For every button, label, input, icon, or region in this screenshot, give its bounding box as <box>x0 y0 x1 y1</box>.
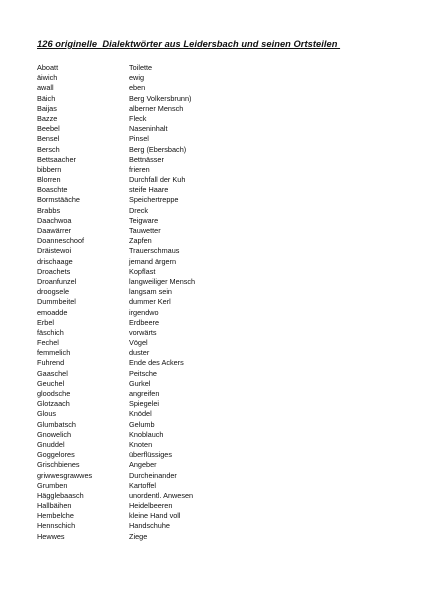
glossary-row <box>37 409 397 419</box>
standard-german-meaning: Pinsel <box>129 134 149 144</box>
dialect-term: äiwich <box>37 73 58 83</box>
dialect-term: Glotzaach <box>37 399 70 409</box>
standard-german-meaning: Durcheinander <box>129 470 177 480</box>
dialect-term: Bettsaacher <box>37 154 76 164</box>
standard-german-meaning: eben <box>129 83 146 93</box>
dialect-term: awall <box>37 83 54 93</box>
standard-german-meaning: frieren <box>129 164 150 174</box>
glossary-row <box>37 236 397 246</box>
glossary-row <box>37 460 397 470</box>
dialect-term: Glous <box>37 409 57 419</box>
dialect-term: Dummbeitel <box>37 297 76 307</box>
glossary-row <box>37 328 397 338</box>
glossary-row <box>37 379 397 389</box>
glossary-row <box>37 369 397 379</box>
standard-german-meaning: Bettnässer <box>129 154 164 164</box>
dialect-term: Hewwes <box>37 531 65 541</box>
glossary-row <box>37 134 397 144</box>
glossary-row <box>37 308 397 318</box>
dialect-term: Grischbienes <box>37 460 80 470</box>
standard-german-meaning: Angeber <box>129 460 157 470</box>
standard-german-meaning: Toilette <box>129 63 153 72</box>
dialect-term: Bazze <box>37 113 58 123</box>
dialect-term: Blorren <box>37 175 61 185</box>
standard-german-meaning: dummer Kerl <box>129 297 171 307</box>
standard-german-meaning: unordentl. Anwesen <box>129 490 194 500</box>
standard-german-meaning: Ziege <box>129 531 148 541</box>
glossary-row <box>37 216 397 226</box>
dialect-term: Gnuddel <box>37 439 65 449</box>
standard-german-meaning: Dreck <box>129 205 149 215</box>
dialect-term: Gnowelich <box>37 429 72 439</box>
standard-german-meaning: irgendwo <box>129 307 159 317</box>
standard-german-meaning: Trauerschmaus <box>129 246 180 256</box>
glossary-row <box>37 450 397 460</box>
glossary-row <box>37 185 397 195</box>
standard-german-meaning: duster <box>129 348 150 358</box>
standard-german-meaning: Fleck <box>129 113 147 123</box>
glossary-row <box>37 277 397 287</box>
glossary-row <box>37 420 397 430</box>
standard-german-meaning: Naseninhalt <box>129 124 168 134</box>
standard-german-meaning: angreifen <box>129 389 160 398</box>
dialect-term: Glumbatsch <box>37 419 76 429</box>
glossary-row <box>37 94 397 104</box>
dialect-term: fäschich <box>37 327 64 337</box>
glossary-row <box>37 257 397 267</box>
glossary-row <box>37 226 397 236</box>
standard-german-meaning: Kopflast <box>129 266 156 276</box>
dialect-term: Bormstääche <box>37 195 80 205</box>
glossary-row <box>37 297 397 307</box>
dialect-term: Fechel <box>37 338 59 348</box>
standard-german-meaning: Speichertreppe <box>129 195 179 205</box>
standard-german-meaning: Knoten <box>129 439 153 449</box>
standard-german-meaning: Kartoffel <box>129 480 157 490</box>
glossary-row <box>37 287 397 297</box>
dialect-term: Hallbäihen <box>37 501 72 511</box>
standard-german-meaning: steife Haare <box>129 185 169 195</box>
dialect-word-list <box>37 63 397 542</box>
glossary-row <box>37 246 397 256</box>
glossary-row <box>37 73 397 83</box>
standard-german-meaning: Berg Volkersbrunn) <box>129 93 192 103</box>
standard-german-meaning: Knoblauch <box>129 429 164 439</box>
glossary-row <box>37 206 397 216</box>
dialect-term: Bäich <box>37 93 56 103</box>
glossary-row <box>37 399 397 409</box>
standard-german-meaning: Ende des Ackers <box>129 358 184 368</box>
standard-german-meaning: ewig <box>129 73 145 83</box>
dialect-term: Baijas <box>37 103 57 113</box>
dialect-term: Beebel <box>37 124 60 134</box>
glossary-row <box>37 114 397 124</box>
standard-german-meaning: Zapfen <box>129 236 152 246</box>
standard-german-meaning: Gurkel <box>129 378 151 388</box>
glossary-row <box>37 83 397 93</box>
glossary-row <box>37 471 397 481</box>
standard-german-meaning: Heidelbeeren <box>129 501 173 511</box>
dialect-term: femmelich <box>37 348 71 358</box>
standard-german-meaning: Tauwetter <box>129 226 161 235</box>
glossary-row <box>37 358 397 368</box>
glossary-row <box>37 501 397 511</box>
dialect-term: Dräistewoi <box>37 246 72 256</box>
glossary-row <box>37 440 397 450</box>
glossary-row <box>37 521 397 531</box>
glossary-row <box>37 175 397 185</box>
dialect-term: Geuchel <box>37 378 65 388</box>
standard-german-meaning: Vögel <box>129 338 148 348</box>
standard-german-meaning: langsam sein <box>129 287 172 297</box>
dialect-term: emoadde <box>37 307 68 317</box>
glossary-row <box>37 318 397 328</box>
glossary-row <box>37 124 397 134</box>
glossary-row <box>37 145 397 155</box>
glossary-row <box>37 348 397 358</box>
standard-german-meaning: Knödel <box>129 409 152 419</box>
glossary-row <box>37 430 397 440</box>
dialect-term: Daawärrer <box>37 226 72 235</box>
dialect-term: gloodsche <box>37 389 71 398</box>
dialect-term: bibbern <box>37 164 62 174</box>
glossary-row <box>37 511 397 521</box>
glossary-row <box>37 195 397 205</box>
glossary-row <box>37 338 397 348</box>
dialect-term: Gaaschel <box>37 368 68 378</box>
standard-german-meaning: langweiliger Mensch <box>129 276 196 286</box>
dialect-term: Erbel <box>37 317 55 327</box>
glossary-row <box>37 481 397 491</box>
standard-german-meaning: jemand ärgern <box>129 256 177 266</box>
standard-german-meaning: Durchfall der Kuh <box>129 175 186 185</box>
dialect-term: Bersch <box>37 144 60 154</box>
standard-german-meaning: Teigware <box>129 215 159 225</box>
glossary-row <box>37 104 397 114</box>
dialect-term: Hennschich <box>37 521 76 531</box>
glossary-row <box>37 155 397 165</box>
glossary-row <box>37 63 397 73</box>
standard-german-meaning: kleine Hand voll <box>129 511 181 521</box>
dialect-term: Daachwoa <box>37 215 72 225</box>
dialect-term: droogsele <box>37 287 70 297</box>
dialect-term: drischaage <box>37 256 73 266</box>
dialect-term: Droachets <box>37 266 71 276</box>
standard-german-meaning: Handschuhe <box>129 521 170 531</box>
standard-german-meaning: Gelumb <box>129 419 155 429</box>
standard-german-meaning: alberner Mensch <box>129 103 184 113</box>
glossary-row <box>37 491 397 501</box>
dialect-term: Hembelche <box>37 511 74 521</box>
standard-german-meaning: Berg (Ebersbach) <box>129 144 187 154</box>
standard-german-meaning: Erdbeere <box>129 317 160 327</box>
standard-german-meaning: Peitsche <box>129 368 157 378</box>
glossary-row <box>37 267 397 277</box>
glossary-row <box>37 389 397 399</box>
glossary-row <box>37 532 397 542</box>
dialect-term: Doanneschoof <box>37 236 85 246</box>
document-title: 126 originelle Dialektwörter aus Leidersbach und seinen Ortsteilen <box>37 39 341 49</box>
standard-german-meaning: vorwärts <box>129 327 157 337</box>
glossary-row <box>37 165 397 175</box>
standard-german-meaning: überflüssiges <box>129 450 172 460</box>
dialect-term: Bensel <box>37 134 60 144</box>
dialect-term: Droanfunzel <box>37 276 77 286</box>
dialect-term: Aboatt <box>37 63 59 72</box>
dialect-term: Brabbs <box>37 205 61 215</box>
dialect-term: Fuhrend <box>37 358 65 368</box>
dialect-term: Goggelores <box>37 450 75 460</box>
dialect-term: Hägglebaasch <box>37 490 84 500</box>
dialect-term: Grumben <box>37 480 68 490</box>
standard-german-meaning: Spiegelei <box>129 399 160 409</box>
dialect-term: griwwesgrawwes <box>37 470 93 480</box>
dialect-term: Boaschte <box>37 185 68 195</box>
